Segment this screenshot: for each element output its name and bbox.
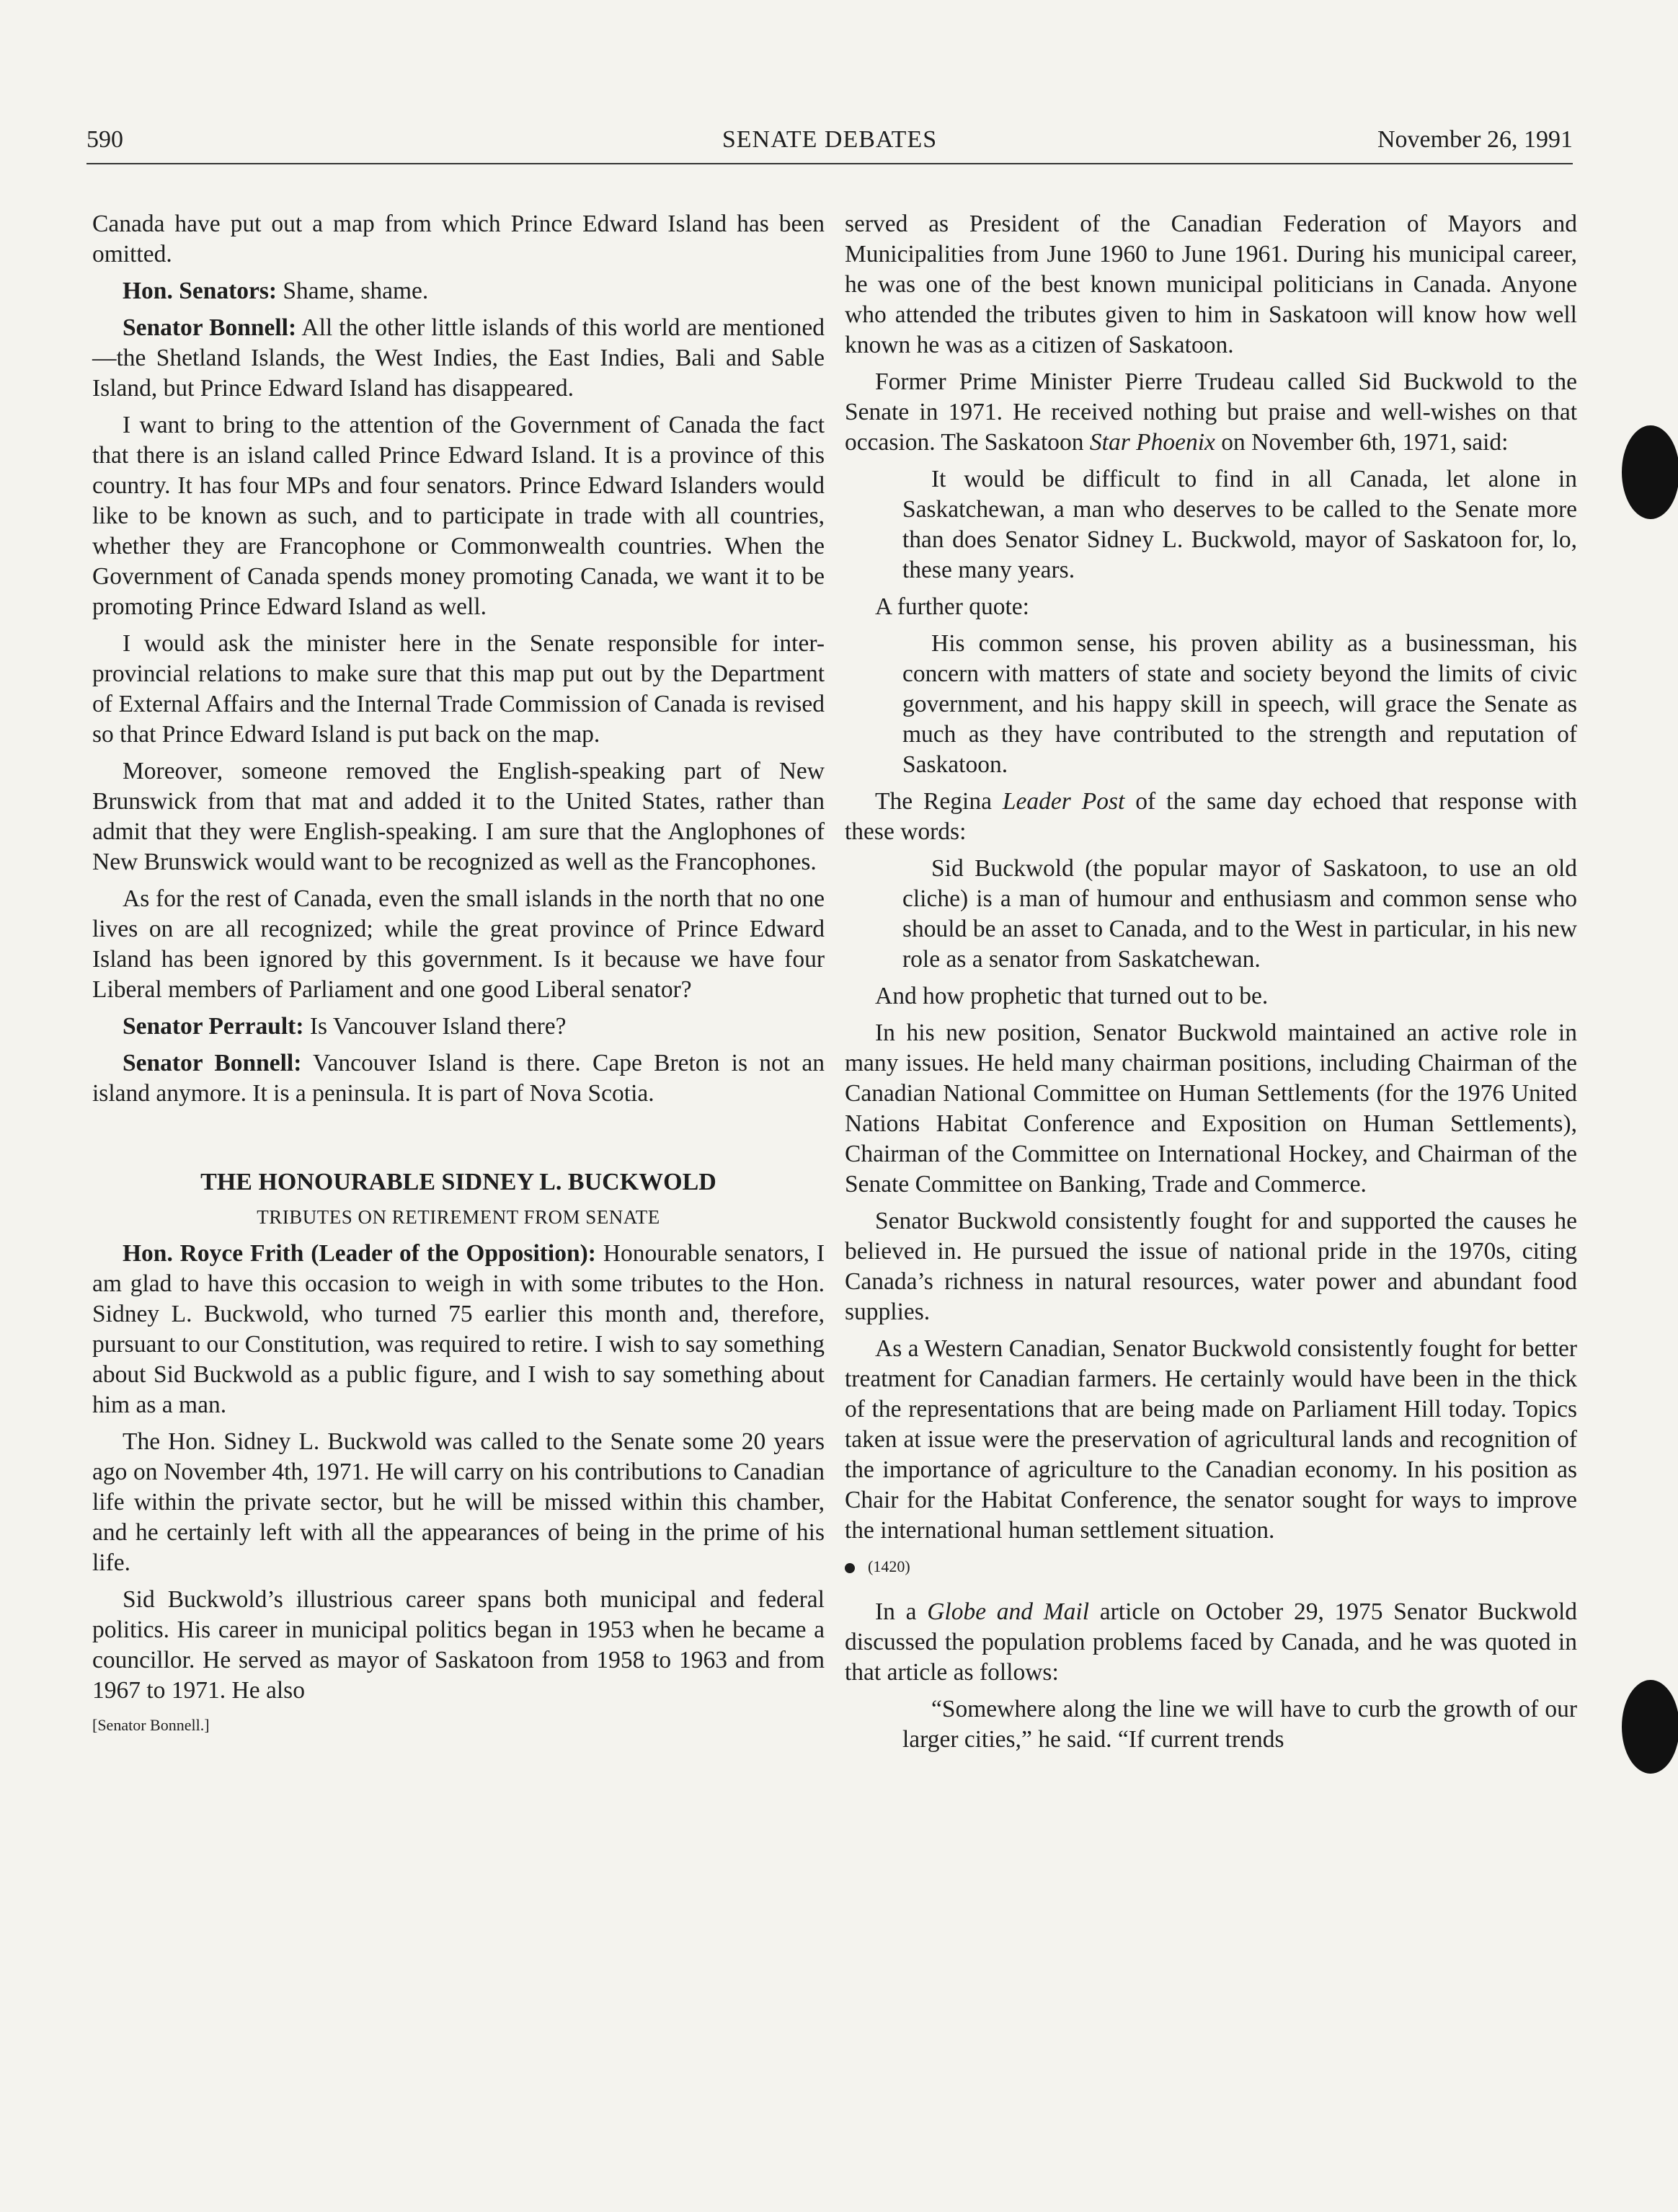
block-quote: “Somewhere along the line we will have to curb the growth of our larger cities,” he said. “If current trends <box>902 1696 1577 1753</box>
paragraph: The Hon. Sidney L. Buckwold was called to the Senate some 20 years ago on November 4th, 1971. He will carry on his contributions to Canadian life within the private sector, but he will be missed within this chamber, and he certainly left with all the appearances of being in the prime of his life. <box>92 1428 825 1576</box>
paragraph: In his new position, Senator Buckwold maintained an active role in many issues. He held many chairman positions, including Chairman of the Canadian National Committee on Human Settlements (for the 1976 United Nations Habitat Conference and Exposition on Human Settlements), Chairman of the Committee on International Hockey, and Chairman of the Senate Committee on Banking, Trade and Commerce. <box>845 1019 1577 1198</box>
right-column <box>845 209 1577 1761</box>
newspaper-title: Leader Post <box>1002 788 1125 815</box>
paragraph <box>845 367 1577 458</box>
paragraph: I want to bring to the attention of the Government of Canada the fact that there is an island called Prince Edward Island. It is a province of this country. It has four MPs and four senators. Prince Edward Islanders would like to be known as such, and to participate in trade with all countries, whether they are Francophone or Commonwealth countries. When the Government of Canada spends money promoting Canada, we want it to be promoting Prince Edward Island as well. <box>92 412 825 620</box>
newspaper-title: Star Phoenix <box>1089 429 1215 456</box>
paragraph: Canada have put out a map from which Prince Edward Island has been omitted. <box>92 211 825 267</box>
paragraph: Senator Buckwold consistently fought for and supported the causes he believed in. He pursued the issue of national pride in the 1970s, citing Canada’s richness in natural resources, water power and abundant food supplies. <box>845 1208 1577 1325</box>
speaker-name: Senator Bonnell: <box>123 1050 302 1076</box>
speech-text: Shame, shame. <box>277 278 429 304</box>
paragraph <box>92 1048 825 1109</box>
speaker-footnote: [Senator Bonnell.] <box>92 1716 210 1734</box>
text-run: article on October 29, 1975 Senator Buckwold discussed the population problems faced by Canada, and he was quoted in that article as follows: <box>845 1598 1578 1686</box>
paragraph: As a Western Canadian, Senator Buckwold consistently fought for better treatment for Canadian farmers. He certainly would have been in the thick of the representations that are being made on Parliament Hill today. Topics taken at issue were the preservation of agricultural lands and recognition of the importance of agriculture to the Canadian economy. In his position as Chair for the Habitat Conference, the senator sought for ways to improve the international human settlement situation. <box>845 1335 1577 1544</box>
paragraph <box>92 313 825 404</box>
paragraph: Sid Buckwold’s illustrious career spans both municipal and federal politics. His career in municipal politics began in 1953 when he became a councillor. He served as mayor of Saskatoon from 1958 to 1963 and from 1967 to 1971. He also <box>92 1586 825 1704</box>
speech-text: Honourable senators, I am glad to have this occasion to weigh in with some tributes to the Hon. Sidney L. Buckwold, who turned 75 earlier this month and, therefore, pursuant to our Constitution, was required to retire. I wish to say something about Sid Buckwold as a public figure, and I wish to say something about him as a man. <box>92 1240 825 1418</box>
paragraph: A further quote: <box>875 593 1029 620</box>
paragraph: As for the rest of Canada, even the small islands in the north that no one lives on are all recognized; while the great province of Prince Edward Island has been ignored by this government. Is it because we have four Liberal members of Parliament and one good Liberal senator? <box>92 885 825 1003</box>
paragraph: I would ask the minister here in the Senate responsible for inter-provincial relations to make sure that this map put out by the Department of External Affairs and the Internal Trade Commission of Canada is revised so that Prince Edward Island is put back on the map. <box>92 630 825 748</box>
block-quote: His common sense, his proven ability as a businessman, his concern with matters of state and society beyond the limits of civic government, and his happy skill in speech, will grace the Senate as much as they have contributed to the strength and reputation of Saskatoon. <box>902 630 1577 778</box>
speaker-name: Senator Perrault: <box>123 1013 304 1040</box>
paragraph: Moreover, someone removed the English-speaking part of New Brunswick from that mat and added it to the United States, rather than admit that they were English-speaking. I am sure that the Anglophones of New Brunswick would want to be recognized as well as the Francophones. <box>92 758 825 875</box>
speaker-name: Hon. Royce Frith (Leader of the Opposition): <box>123 1240 596 1267</box>
binder-hole-icon <box>1622 1680 1678 1774</box>
paragraph <box>92 276 825 306</box>
newspaper-title: Globe and Mail <box>927 1598 1090 1625</box>
speaker-name: Senator Bonnell: <box>123 314 297 341</box>
speech-text: Is Vancouver Island there? <box>303 1013 567 1040</box>
section-subtitle: TRIBUTES ON RETIREMENT FROM SENATE <box>257 1206 660 1228</box>
timestamp-marker <box>845 1552 1577 1581</box>
speech-text: All the other little islands of this world are mentioned—the Shetland Islands, the West Indies, the East Indies, Bali and Sable Island, but Prince Edward Island has disappeared. <box>92 314 825 402</box>
text-run: on November 6th, 1971, said: <box>1215 429 1509 456</box>
speaker-name: Hon. Senators: <box>123 278 278 304</box>
paragraph: And how prophetic that turned out to be. <box>875 983 1269 1009</box>
block-quote: It would be difficult to find in all Canada, let alone in Saskatchewan, a man who deserves to be called to the Senate more than does Senator Sidney L. Buckwold, mayor of Saskatoon for, lo, these many years. <box>902 466 1577 583</box>
paragraph <box>845 1597 1577 1688</box>
left-column <box>92 209 825 1736</box>
paragraph <box>92 1012 825 1042</box>
page-header <box>86 120 1573 164</box>
text-run: In a <box>875 1598 928 1625</box>
text-run: The Regina <box>875 788 1003 815</box>
binder-hole-icon <box>1622 425 1678 519</box>
paragraph <box>845 787 1577 847</box>
block-quote: Sid Buckwold (the popular mayor of Saskatoon, to use an old cliche) is a man of humour and enthusiasm and common sense who should be an asset to Canada, and to the West in particular, in his new role as a senator from Saskatchewan. <box>902 855 1577 973</box>
publication-title: SENATE DEBATES <box>722 126 938 153</box>
page-number: 590 <box>86 126 123 153</box>
section-title: THE HONOURABLE SIDNEY L. BUCKWOLD <box>200 1169 716 1195</box>
bullet-icon <box>845 1563 855 1573</box>
timestamp-text: (1420) <box>868 1557 910 1575</box>
speech-text: Vancouver Island is there. Cape Breton is not an island anymore. It is a peninsula. It is part of Nova Scotia. <box>92 1050 825 1107</box>
text-run: of the same day echoed that response with these words: <box>845 788 1577 845</box>
paragraph <box>92 1239 825 1420</box>
issue-date: November 26, 1991 <box>1377 126 1573 153</box>
paragraph: served as President of the Canadian Federation of Mayors and Municipalities from June 1960 to June 1961. During his municipal career, he was one of the best known municipal politicians in Canada. Anyone who attended the tributes given to him in Saskatoon will know how well known he was as a citizen of Saskatoon. <box>845 211 1577 358</box>
text-run: Former Prime Minister Pierre Trudeau called Sid Buckwold to the Senate in 1971. He received nothing but praise and well-wishes on that occasion. The Saskatoon <box>845 368 1577 456</box>
